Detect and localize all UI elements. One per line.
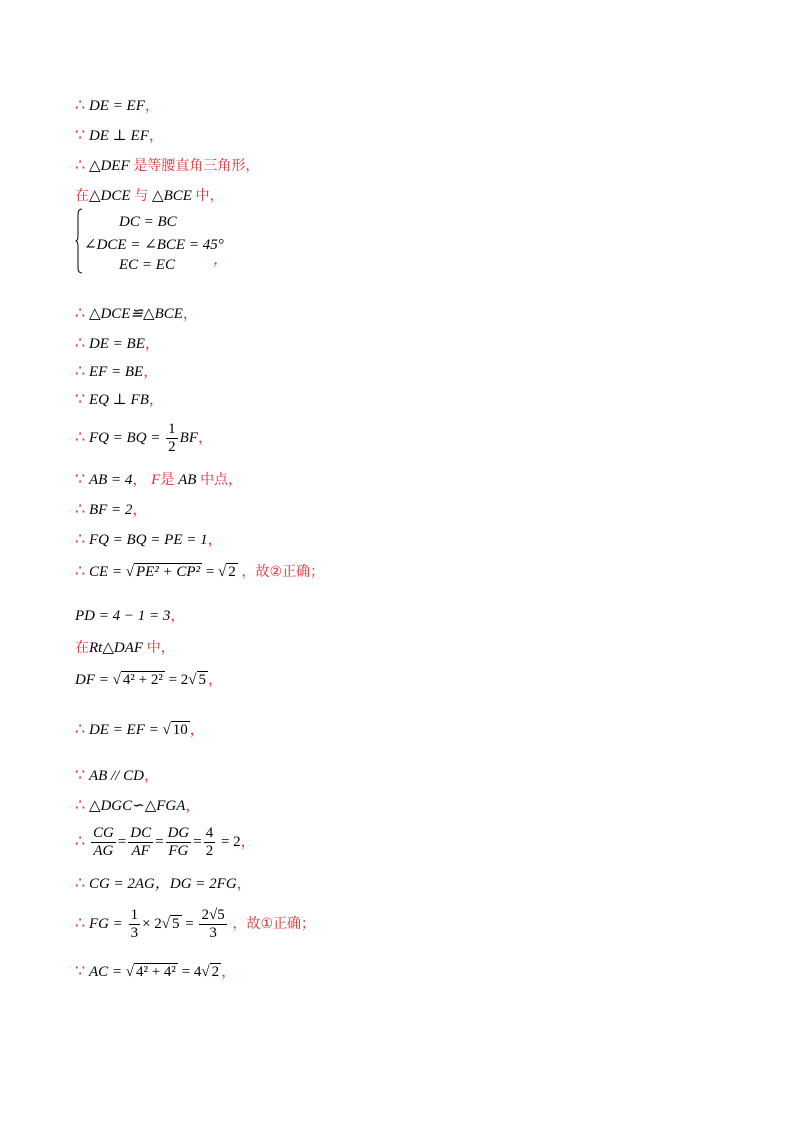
because-symbol: ∵ — [75, 391, 86, 408]
square-root — [218, 562, 238, 582]
radical-sign: √ — [201, 964, 210, 980]
numerator: 2√5 — [201, 907, 225, 924]
radical-sign: √ — [112, 672, 121, 688]
radicand: 2 — [211, 964, 220, 980]
statement-text: ，故①正确； — [232, 916, 316, 932]
therefore-symbol: ∴ — [75, 721, 86, 738]
square-root — [126, 962, 178, 982]
radicand: PE² + CP² — [135, 564, 201, 580]
math-expression: BF = 2 — [88, 502, 133, 518]
statement-text: 中， — [146, 640, 175, 656]
therefore-symbol: ∴ — [75, 797, 86, 814]
math-expression: DE = BE — [88, 336, 145, 352]
fraction — [166, 421, 178, 456]
therefore-symbol: ∴ — [75, 429, 86, 446]
statement-text: 在 — [75, 188, 89, 204]
punctuation: ， — [208, 672, 224, 688]
numerator: 1 — [168, 421, 176, 438]
radicand: 4² + 2² — [122, 672, 163, 688]
statement-text: 中， — [195, 188, 224, 204]
math-expression: = — [202, 564, 219, 580]
proof-line — [75, 874, 252, 894]
math-expression: FQ = BQ = PE = 1 — [88, 532, 208, 548]
radicand: 4² + 4² — [135, 964, 176, 980]
square-root — [113, 670, 165, 690]
math-expression: △DGC∽△FGA — [88, 798, 186, 814]
math-expression: = 2 — [164, 672, 189, 688]
proof-line — [75, 638, 175, 658]
therefore-symbol: ∴ — [75, 563, 86, 580]
denominator: 3 — [209, 925, 217, 942]
math-expression: △DEF — [88, 158, 130, 174]
math-expression: AC = — [88, 964, 126, 980]
fraction — [91, 825, 116, 860]
punctuation: ， — [185, 798, 201, 814]
square-root — [188, 670, 208, 690]
math-expression: △DCE≌△BCE — [88, 306, 183, 322]
fraction — [128, 825, 153, 860]
math-expression: CE = — [88, 564, 126, 580]
numerator: DG — [167, 825, 190, 842]
therefore-symbol: ∴ — [75, 335, 86, 352]
punctuation: ， — [143, 768, 159, 784]
therefore-symbol: ∴ — [75, 305, 86, 322]
proof-line — [75, 606, 185, 626]
math-expression: PD = 4 − 1 = 3 — [75, 608, 171, 624]
numerator: CG — [92, 825, 114, 842]
therefore-symbol: ∴ — [75, 875, 86, 892]
proof-line — [75, 390, 164, 410]
math-expression: = — [181, 916, 198, 932]
proof-line — [75, 420, 213, 456]
fraction — [166, 825, 192, 860]
proof-line — [75, 562, 324, 582]
math-expression: × 2 — [142, 916, 162, 932]
proof-line — [75, 334, 160, 354]
denominator: FG — [168, 843, 189, 860]
fraction — [199, 907, 226, 942]
punctuation: ， — [144, 336, 160, 352]
proof-line — [75, 470, 242, 490]
square-root — [162, 904, 182, 944]
radical-sign: √ — [218, 564, 227, 580]
denominator: 2 — [168, 439, 176, 456]
fraction — [204, 825, 216, 860]
denominator: 3 — [130, 925, 139, 942]
math-expression: FQ = BQ = — [88, 430, 165, 446]
denominator: AF — [131, 843, 150, 860]
punctuation: ， — [143, 364, 159, 380]
math-expression: = 2 — [217, 834, 241, 850]
math-expression: △DCE — [89, 188, 131, 204]
punctuation: ， — [198, 430, 214, 446]
square-root — [163, 720, 190, 740]
punctuation: ， — [213, 252, 229, 268]
denominator: 2 — [205, 843, 214, 860]
radical-sign: √ — [125, 964, 134, 980]
proof-line — [75, 500, 147, 520]
system-row: DC = BC — [119, 214, 177, 230]
punctuation: ， — [182, 306, 198, 322]
system-row: ∠DCE = ∠BCE = 45° — [84, 237, 224, 253]
proof-line — [75, 156, 259, 176]
math-expression: DE = EF — [88, 98, 145, 114]
therefore-symbol: ∴ — [75, 363, 86, 380]
radical-sign: √ — [125, 564, 134, 580]
punctuation: ， — [148, 128, 164, 144]
proof-line — [75, 126, 164, 146]
math-expression: AB = 4 — [88, 472, 133, 488]
because-symbol: ∵ — [75, 127, 86, 144]
math-expression: AB // CD — [88, 768, 144, 784]
math-expression: Rt△DAF — [89, 640, 144, 656]
math-expression: = 4 — [177, 964, 202, 980]
therefore-symbol: ∴ — [75, 915, 86, 932]
because-symbol: ∵ — [75, 471, 86, 488]
statement-text: 在 — [75, 640, 89, 656]
math-expression: DE ⊥ EF — [88, 128, 149, 144]
radical-sign: √ — [188, 672, 197, 688]
numerator: DC — [130, 825, 152, 842]
statement-text: ，故②正确； — [241, 564, 325, 580]
radical-sign: √ — [161, 916, 171, 932]
radical-sign: √ — [162, 722, 171, 738]
therefore-symbol: ∴ — [75, 531, 86, 548]
statement-text: 是 — [160, 472, 175, 488]
proof-line — [75, 766, 159, 786]
proof-line — [75, 962, 236, 982]
math-expression: AB — [178, 472, 197, 488]
therefore-symbol: ∴ — [75, 833, 86, 850]
radicand: 10 — [172, 722, 188, 738]
punctuation: ， — [132, 502, 148, 518]
punctuation: ， — [221, 964, 237, 980]
math-expression: CG = 2AG，DG = 2FG — [88, 876, 237, 892]
left-brace-icon — [75, 208, 83, 274]
because-symbol: ∵ — [75, 963, 86, 980]
math-expression: F — [151, 472, 161, 488]
therefore-symbol: ∴ — [75, 157, 86, 174]
therefore-symbol: ∴ — [75, 501, 86, 518]
statement-text: 与 — [134, 188, 149, 204]
numerator: 1 — [130, 907, 139, 924]
proof-line — [75, 530, 223, 550]
proof-line — [75, 362, 158, 382]
proof-line — [75, 670, 223, 690]
punctuation: ， — [236, 876, 252, 892]
radicand: 5 — [172, 916, 180, 932]
statement-text: 是等腰直角三角形， — [133, 158, 260, 174]
proof-line — [75, 904, 315, 944]
numerator: 4 — [205, 825, 214, 842]
radicand: 2 — [228, 564, 236, 580]
statement-text: 中点， — [200, 472, 243, 488]
fraction — [129, 907, 141, 942]
math-expression: △BCE — [152, 188, 192, 204]
math-expression: BF — [179, 430, 198, 446]
proof-line — [75, 186, 224, 206]
punctuation: ， — [170, 608, 186, 624]
proof-line: ∴ $\frac{CG}{AG}$ = $\frac{DC}{AF}$ = $\frac{DG}{FG}$ = $\frac{4}{2}$ = 2， — [75, 825, 256, 860]
proof-line — [75, 720, 205, 740]
square-root — [201, 962, 221, 982]
punctuation: ， — [148, 392, 164, 408]
therefore-symbol: ∴ — [75, 97, 86, 114]
math-expression: DE = EF = — [88, 722, 163, 738]
radicand: 5 — [198, 672, 207, 688]
proof-line — [75, 96, 160, 116]
system-row: EC = EC — [119, 257, 175, 273]
square-root — [126, 562, 202, 582]
proof-line — [75, 304, 198, 324]
punctuation: ， — [144, 98, 160, 114]
punctuation: ， — [207, 532, 223, 548]
punctuation: ， — [189, 722, 205, 738]
math-expression: DF = — [75, 672, 113, 688]
punctuation: ， — [240, 834, 256, 850]
math-expression: FG = — [88, 916, 127, 932]
math-expression: EQ ⊥ FB — [88, 392, 149, 408]
math-expression: EF = BE — [88, 364, 144, 380]
equation-system — [75, 208, 235, 280]
proof-line — [75, 796, 200, 816]
punctuation: ， — [132, 472, 148, 488]
because-symbol: ∵ — [75, 767, 86, 784]
denominator: AG — [93, 843, 114, 860]
